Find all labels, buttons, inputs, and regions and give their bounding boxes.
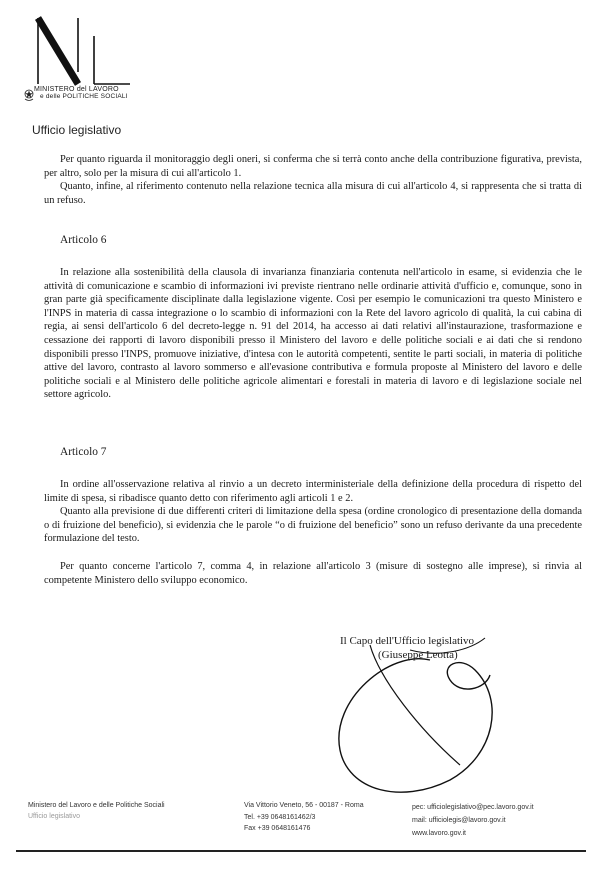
paragraph: In relazione alla sostenibilità della clausola di invarianza finanziaria contenuta nell'articolo in esame, si evidenzia che le attività di comunicazione e scambio di informazioni ivi previste rientrano nelle ordinarie attività d'ufficio e, comunque, sono in gran parte già specificamente disciplinate dalla legislazione vigente. Così per esempio le comunicazioni tra questo Ministero e l'INPS in materia di cassa integrazione o lo scambio di informazioni con la Rete del lavoro agricolo di qualità, la cui cabina di regia, ai sensi dell'articolo 6 del decreto-legge n. 91 del 2014, ha accesso ai dati relativi all'instaurazione, trasformazione e cessazione dei rapporti di lavoro disponibili presso il Ministero del lavoro e delle politiche sociali e ai dati che si rendono disponibili presso l'INPS, promuove iniziative, d'intesa con le autorità competenti, sentite le parti sociali, in materia di politiche attive del lavoro, contrasto al lavoro sommerso e all'evasione contributiva e formula proposte al Ministero del lavoro e delle politiche sociali e al Ministero delle politiche agricole alimentari e forestali in materia di lavoro e di legislazione sociale nel settore agricolo. <box>44 267 582 401</box>
article-6-heading: Articolo 6 <box>60 234 107 246</box>
footer-fax: Fax +39 0648161476 <box>244 825 311 832</box>
footer-mail[interactable]: mail: ufficiolegis@lavoro.gov.it <box>412 817 506 824</box>
ministry-logo <box>30 14 140 86</box>
intro-section <box>44 153 582 207</box>
ministry-line-2: e delle POLITICHE SOCIALI <box>40 93 128 100</box>
paragraph: Per quanto concerne l'articolo 7, comma 4, in relazione all'articolo 3 (misure di sostegno alle imprese), si rinvia al competente Ministero dello sviluppo economico. <box>44 560 582 586</box>
office-title: Ufficio legislativo <box>32 123 122 137</box>
article-6-section <box>44 266 582 402</box>
footer-pec[interactable]: pec: ufficiolegislativo@pec.lavoro.gov.it <box>412 804 534 811</box>
signatory-title: Il Capo dell'Ufficio legislativo <box>340 635 475 647</box>
paragraph: Quanto, infine, al riferimento contenuto nella relazione tecnica alla misura di cui all'articolo 4, si rappresenta che si tratta di un refuso. <box>44 181 582 206</box>
article-7-heading: Articolo 7 <box>60 446 107 458</box>
ministry-line-1: MINISTERO del LAVORO <box>34 86 119 93</box>
footer-tel: Tel. +39 0648161462/3 <box>244 814 316 821</box>
ministry-name <box>34 86 174 100</box>
footer-office: Ufficio legislativo <box>28 813 81 820</box>
paragraph: In ordine all'osservazione relativa al rinvio a un decreto interministeriale della definizione della procedura di rispetto del limite di spesa, si ribadisce quanto detto con riferimento agli articoli 1 e 2. <box>44 479 582 504</box>
signatory-name: (Giuseppe Leotta) <box>378 649 458 661</box>
article-7-section <box>44 478 582 587</box>
paragraph: Quanto alla previsione di due differenti criteri di limitazione della spesa (ordine cronologico di presentazione della domanda o di fruizione del beneficio), si evidenzia che le parole “o di fruizione del beneficio” sono un refuso derivante da una precedente formulazione del testo. <box>44 506 582 545</box>
footer-divider <box>16 850 586 852</box>
footer-website-link[interactable]: www.lavoro.gov.it <box>412 830 466 837</box>
paragraph: Per quanto riguarda il monitoraggio degli oneri, si conferma che si terrà conto anche della contribuzione figurativa, prevista, per altro, solo per la misura di cui all'articolo 1. <box>44 154 582 179</box>
republic-emblem-icon <box>24 88 34 102</box>
footer-ministry: Ministero del Lavoro e delle Politiche Sociali <box>28 802 165 809</box>
footer-address: Via Vittorio Veneto, 56 - 00187 - Roma <box>244 802 364 809</box>
